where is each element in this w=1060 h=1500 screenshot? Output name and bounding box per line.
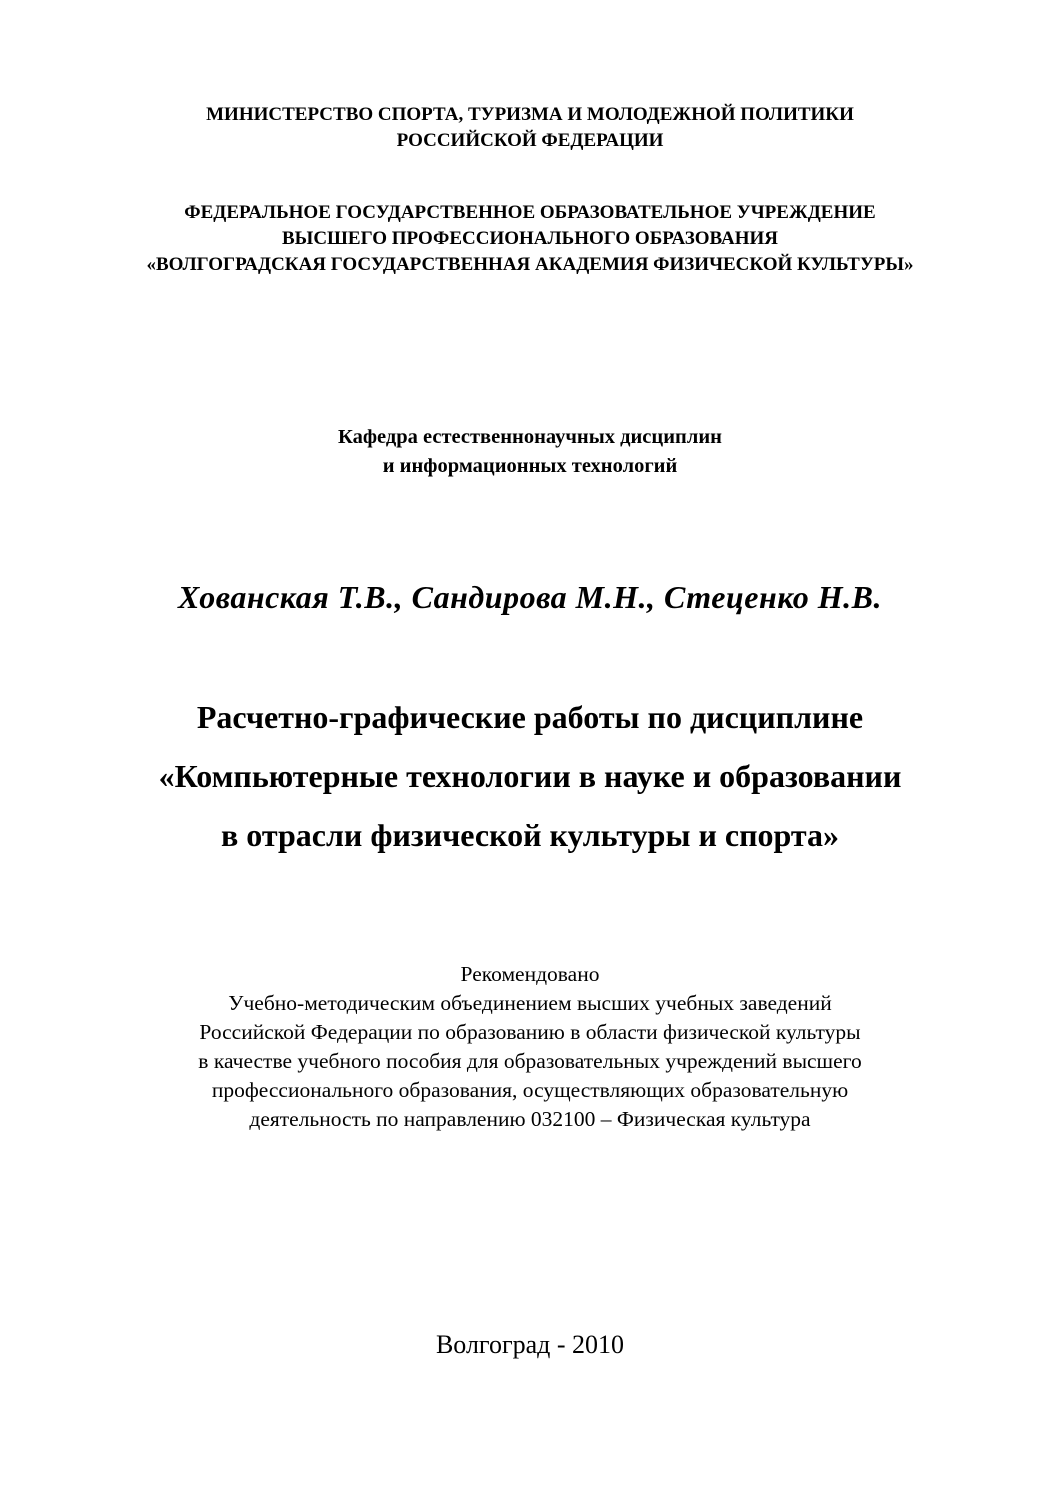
recommendation-line: Рекомендовано	[460, 962, 600, 986]
recommendation-line: в качестве учебного пособия для образовательных учреждений высшего	[198, 1049, 862, 1073]
ministry-line: РОССИЙСКОЙ ФЕДЕРАЦИИ	[396, 130, 664, 151]
department-heading	[0, 423, 1060, 481]
authors-line: Хованская Т.В., Сандирова М.Н., Стеценко Н.В.	[178, 579, 882, 615]
department-line: и информационных технологий	[382, 455, 678, 477]
title-line: в отрасли физической культуры и спорта»	[220, 817, 839, 853]
document-title	[0, 688, 1060, 865]
recommendation-note	[0, 960, 1060, 1134]
ministry-line: МИНИСТЕРСТВО СПОРТА, ТУРИЗМА И МОЛОДЕЖНОЙ ПОЛИТИКИ	[206, 104, 854, 125]
institution-line: ВЫСШЕГО ПРОФЕССИОНАЛЬНОГО ОБРАЗОВАНИЯ	[282, 228, 778, 249]
title-line: Расчетно-графические работы по дисциплине	[196, 699, 864, 735]
city-year	[0, 1328, 1060, 1362]
recommendation-line: Учебно-методическим объединением высших учебных заведений	[228, 991, 832, 1015]
department-line: Кафедра естественнонаучных дисциплин	[338, 426, 722, 448]
institution-line: ФЕДЕРАЛЬНОЕ ГОСУДАРСТВЕННОЕ ОБРАЗОВАТЕЛЬНОЕ УЧРЕЖДЕНИЕ	[184, 202, 876, 223]
recommendation-line: Российской Федерации по образованию в области физической культуры	[199, 1020, 861, 1044]
institution-heading	[0, 200, 1060, 278]
ministry-heading	[0, 102, 1060, 154]
title-line: «Компьютерные технологии в науке и образовании	[158, 758, 902, 794]
recommendation-line: профессионального образования, осуществляющих образовательную	[211, 1078, 849, 1102]
city-year-line: Волгоград - 2010	[435, 1330, 625, 1359]
recommendation-line: деятельность по направлению 032100 – Физическая культура	[249, 1107, 811, 1131]
institution-line: «ВОЛГОГРАДСКАЯ ГОСУДАРСТВЕННАЯ АКАДЕМИЯ ФИЗИЧЕСКОЙ КУЛЬТУРЫ»	[146, 254, 914, 275]
authors	[0, 577, 1060, 617]
